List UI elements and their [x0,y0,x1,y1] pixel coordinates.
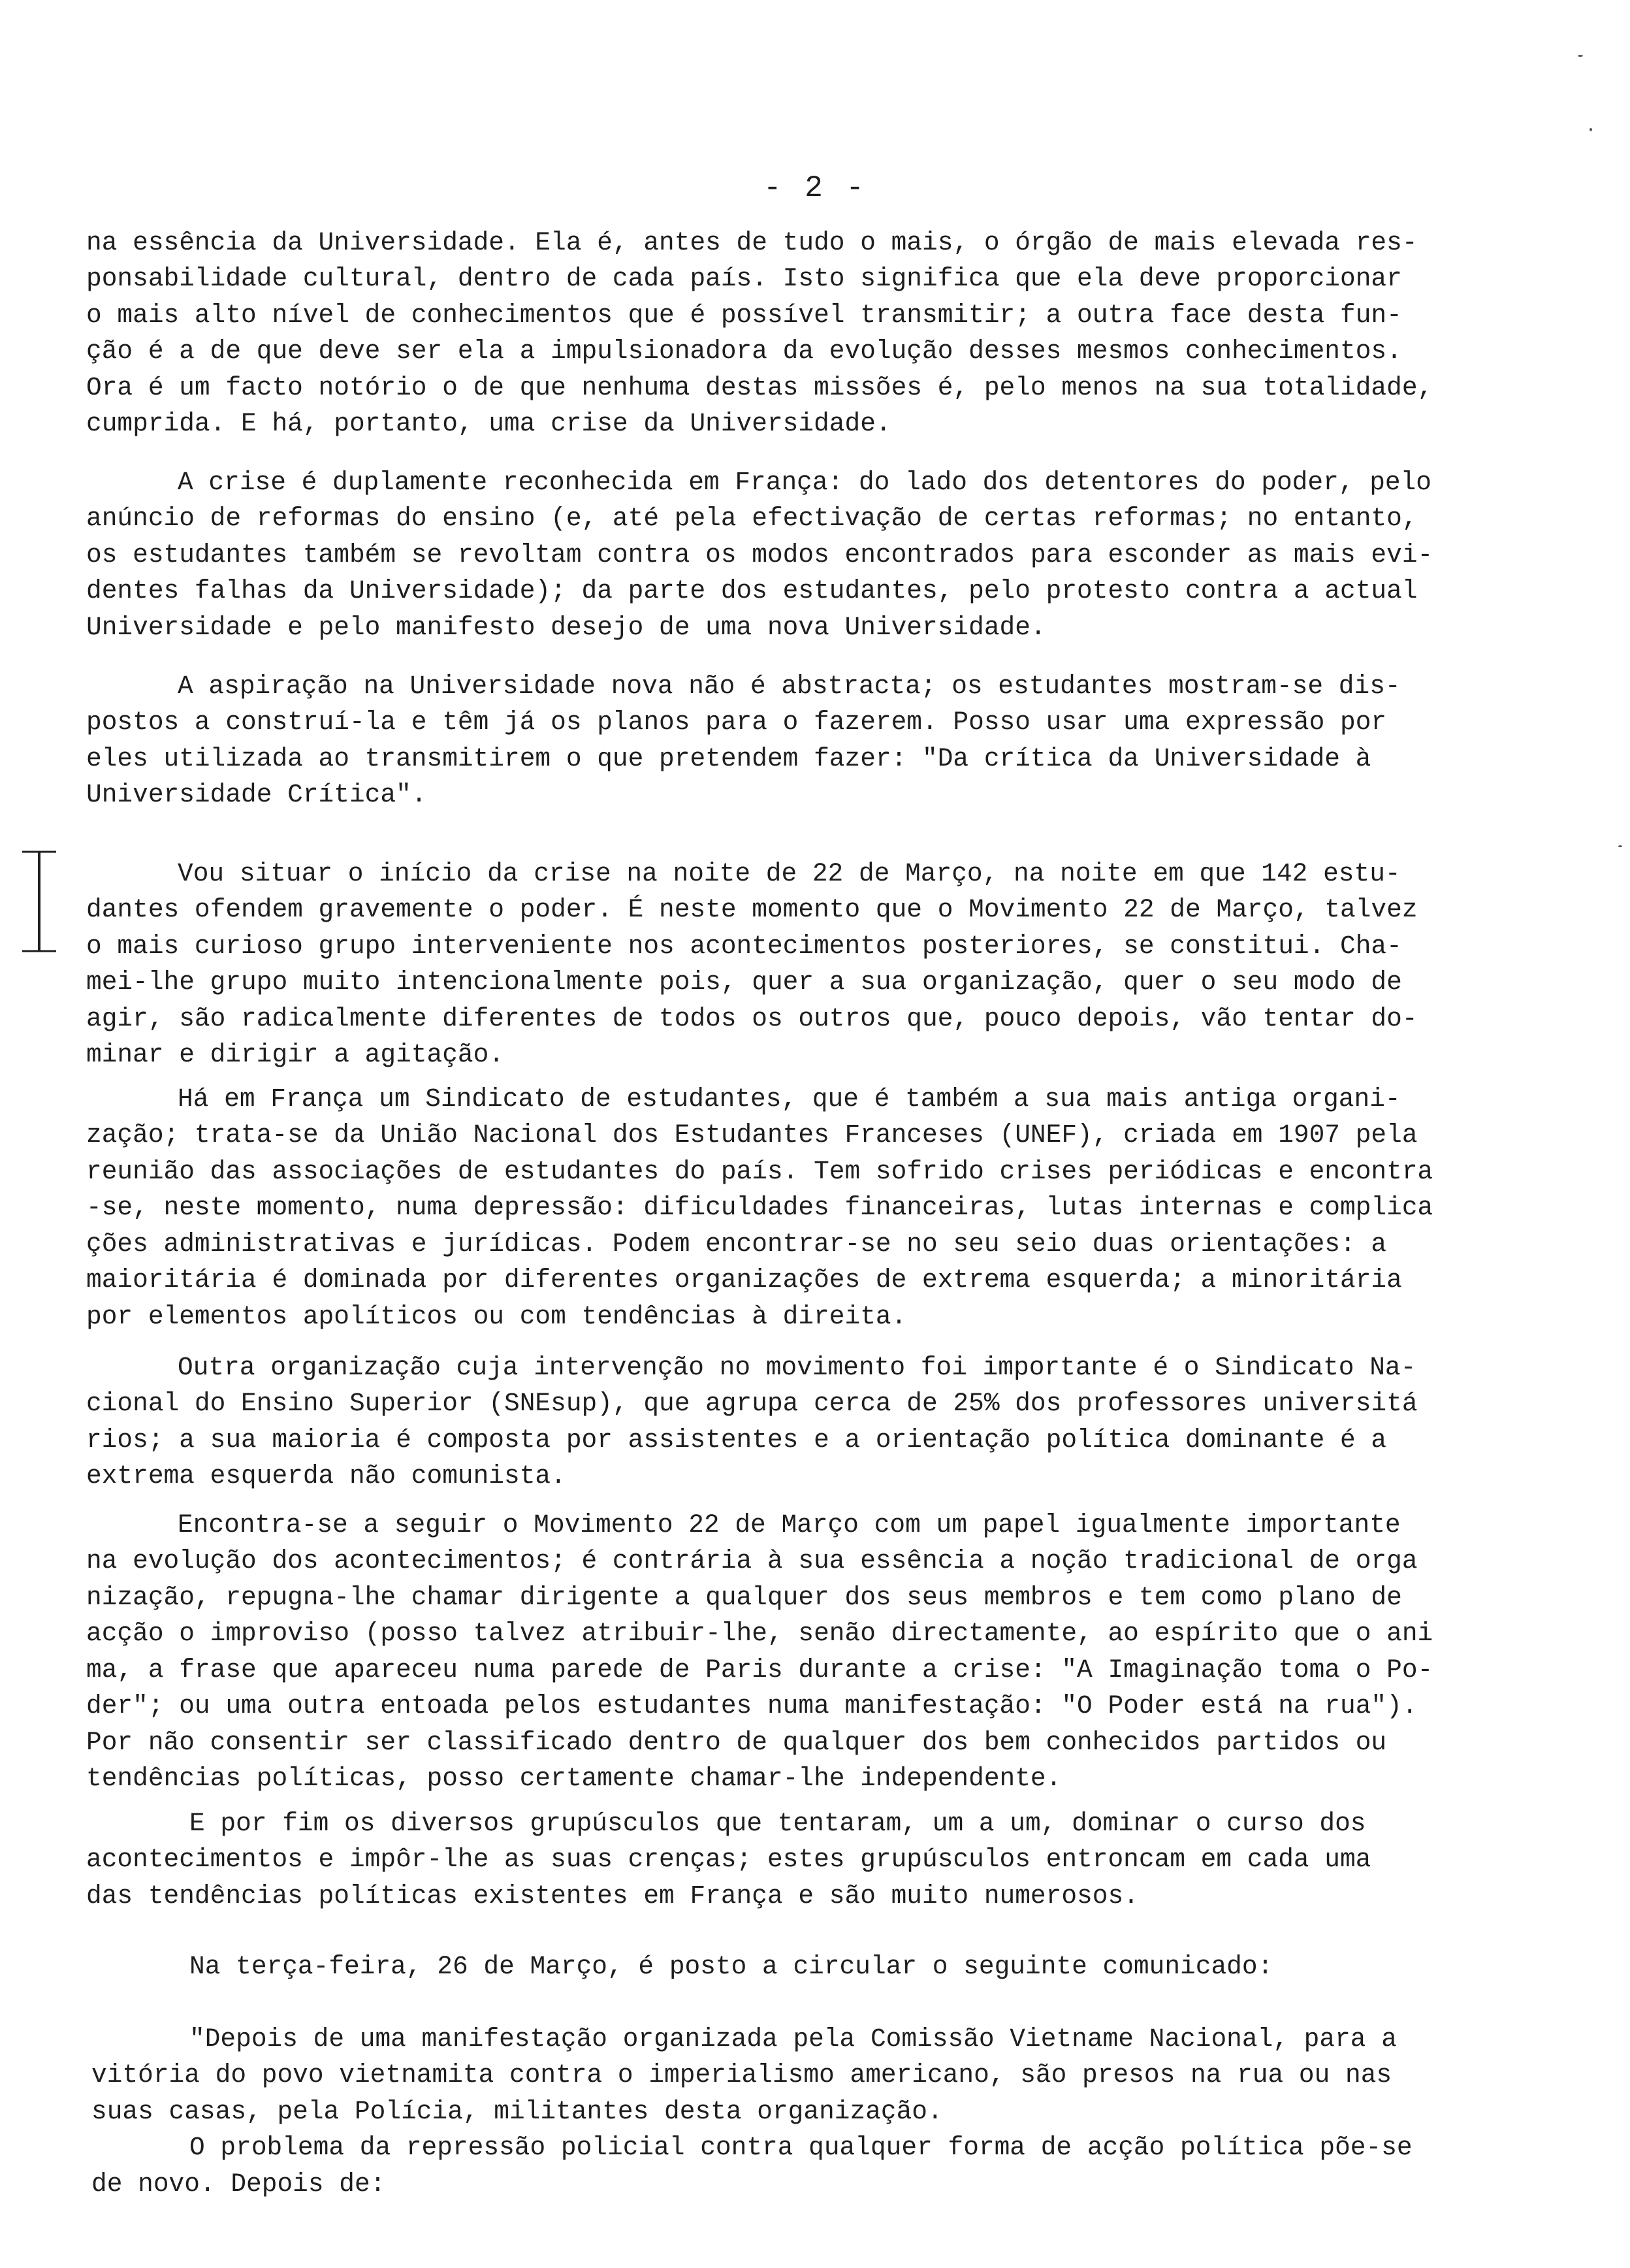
text-line: "Depois de uma manifestação organizada pela Comissão Vietname Nacional, para a [189,2024,1397,2054]
text-line: os estudantes também se revoltam contra os modos encontrados para esconder as mais evi- [86,540,1433,570]
text-line: E por fim os diversos grupúsculos que tentaram, um a um, dominar o curso dos [189,1809,1366,1838]
text-line: ma, a frase que apareceu numa parede de Paris durante a crise: "A Imaginação toma o Po- [86,1655,1433,1685]
section-marker-roman-numeral [20,849,59,954]
text-line: ponsabilidade cultural, dentro de cada país. Isto significa que ela deve proporcionar [86,264,1402,293]
text-line: Ora é um facto notório o de que nenhuma destas missões é, pelo menos na sua totalidade, [86,373,1433,402]
text-line: das tendências políticas existentes em França e são muito numerosos. [86,1881,1139,1911]
text-line: Vou situar o início da crise na noite de 22 de Março, na noite em que 142 estu- [178,859,1401,888]
scan-speck [1590,128,1592,131]
text-line: extrema esquerda não comunista. [86,1461,566,1491]
text-line: mei-lhe grupo muito intencionalmente pois, quer a sua organização, quer o seu modo de [86,967,1402,997]
text-line: Universidade e pelo manifesto desejo de uma nova Universidade. [86,613,1046,642]
scan-speck [1618,845,1622,847]
text-line: maioritária é dominada por diferentes organizações de extrema esquerda; a minoritária [86,1265,1402,1295]
text-line: na evolução dos acontecimentos; é contrária à sua essência a noção tradicional de orga [86,1546,1418,1576]
text-line: dentes falhas da Universidade); da parte dos estudantes, pelo protesto contra a actual [86,576,1418,606]
text-line: nização, repugna-lhe chamar dirigente a qualquer dos seus membros e tem como plano de [86,1583,1402,1612]
text-line: tendências políticas, posso certamente chamar-lhe independente. [86,1764,1062,1793]
text-line: postos a construí-la e têm já os planos para o fazerem. Posso usar uma expressão por [86,707,1387,737]
text-line: reunião das associações de estudantes do país. Tem sofrido crises periódicas e encontra [86,1157,1433,1186]
scan-speck [1578,55,1583,57]
text-line: o mais alto nível de conhecimentos que é possível transmitir; a outra face desta fun- [86,300,1402,330]
text-line: rios; a sua maioria é composta por assistentes e a orientação política dominante é a [86,1425,1387,1455]
text-line: O problema da repressão policial contra qualquer forma de acção política põe-se [189,2133,1413,2162]
text-line: por elementos apolíticos ou com tendências à direita. [86,1302,907,1331]
text-line: ções administrativas e jurídicas. Podem encontrar-se no seu seio duas orientações: a [86,1229,1387,1259]
text-line: vitória do povo vietnamita contra o imperialismo americano, são presos na rua ou nas [91,2060,1392,2090]
text-line: A aspiração na Universidade nova não é abstracta; os estudantes mostram-se dis- [178,672,1401,701]
text-line: -se, neste momento, numa depressão: dificuldades financeiras, lutas internas e complica [86,1193,1433,1222]
text-line: Universidade Crítica". [86,780,427,809]
text-line: acção o improviso (posso talvez atribuir-lhe, senão directamente, ao espírito que o ani [86,1619,1433,1648]
text-line: agir, são radicalmente diferentes de todos os outros que, pouco depois, vão tentar do- [86,1004,1418,1033]
text-line: Na terça-feira, 26 de Março, é posto a circular o seguinte comunicado: [189,1952,1273,1981]
text-line: Encontra-se a seguir o Movimento 22 de Março com um papel igualmente importante [178,1510,1401,1540]
page-number: - 2 - [763,171,867,205]
text-line: der"; ou uma outra entoada pelos estudantes numa manifestação: "O Poder está na rua"). [86,1691,1418,1721]
text-line: cional do Ensino Superior (SNEsup), que agrupa cerca de 25% dos professores universitá [86,1389,1418,1418]
text-line: Por não consentir ser classificado dentro de qualquer dos bem conhecidos partidos ou [86,1728,1387,1757]
text-line: eles utilizada ao transmitirem o que pretendem fazer: "Da crítica da Universidade à [86,744,1371,773]
text-line: o mais curioso grupo interveniente nos acontecimentos posteriores, se constitui. Cha- [86,932,1402,961]
text-line: dantes ofendem gravemente o poder. É neste momento que o Movimento 22 de Março, talvez [86,895,1418,924]
text-line: anúncio de reformas do ensino (e, até pela efectivação de certas reformas; no entanto, [86,504,1418,533]
text-line: A crise é duplamente reconhecida em França: do lado dos detentores do poder, pelo [178,468,1432,497]
text-line: suas casas, pela Polícia, militantes desta organização. [91,2097,943,2126]
text-line: acontecimentos e impôr-lhe as suas crenças; estes grupúsculos entroncam em cada uma [86,1845,1371,1874]
text-line: de novo. Depois de: [91,2169,386,2199]
text-line: Há em França um Sindicato de estudantes, que é também a sua mais antiga organi- [178,1084,1401,1114]
text-line: ção é a de que deve ser ela a impulsionadora da evolução desses mesmos conhecimentos. [86,336,1402,366]
text-line: na essência da Universidade. Ela é, antes de tudo o mais, o órgão de mais elevada res- [86,228,1418,257]
text-line: cumprida. E há, portanto, uma crise da Universidade. [86,409,891,438]
text-line: Outra organização cuja intervenção no movimento foi importante é o Sindicato Na- [178,1353,1416,1382]
text-line: minar e dirigir a agitação. [86,1040,505,1069]
text-line: zação; trata-se da União Nacional dos Estudantes Franceses (UNEF), criada em 1907 pela [86,1120,1418,1150]
